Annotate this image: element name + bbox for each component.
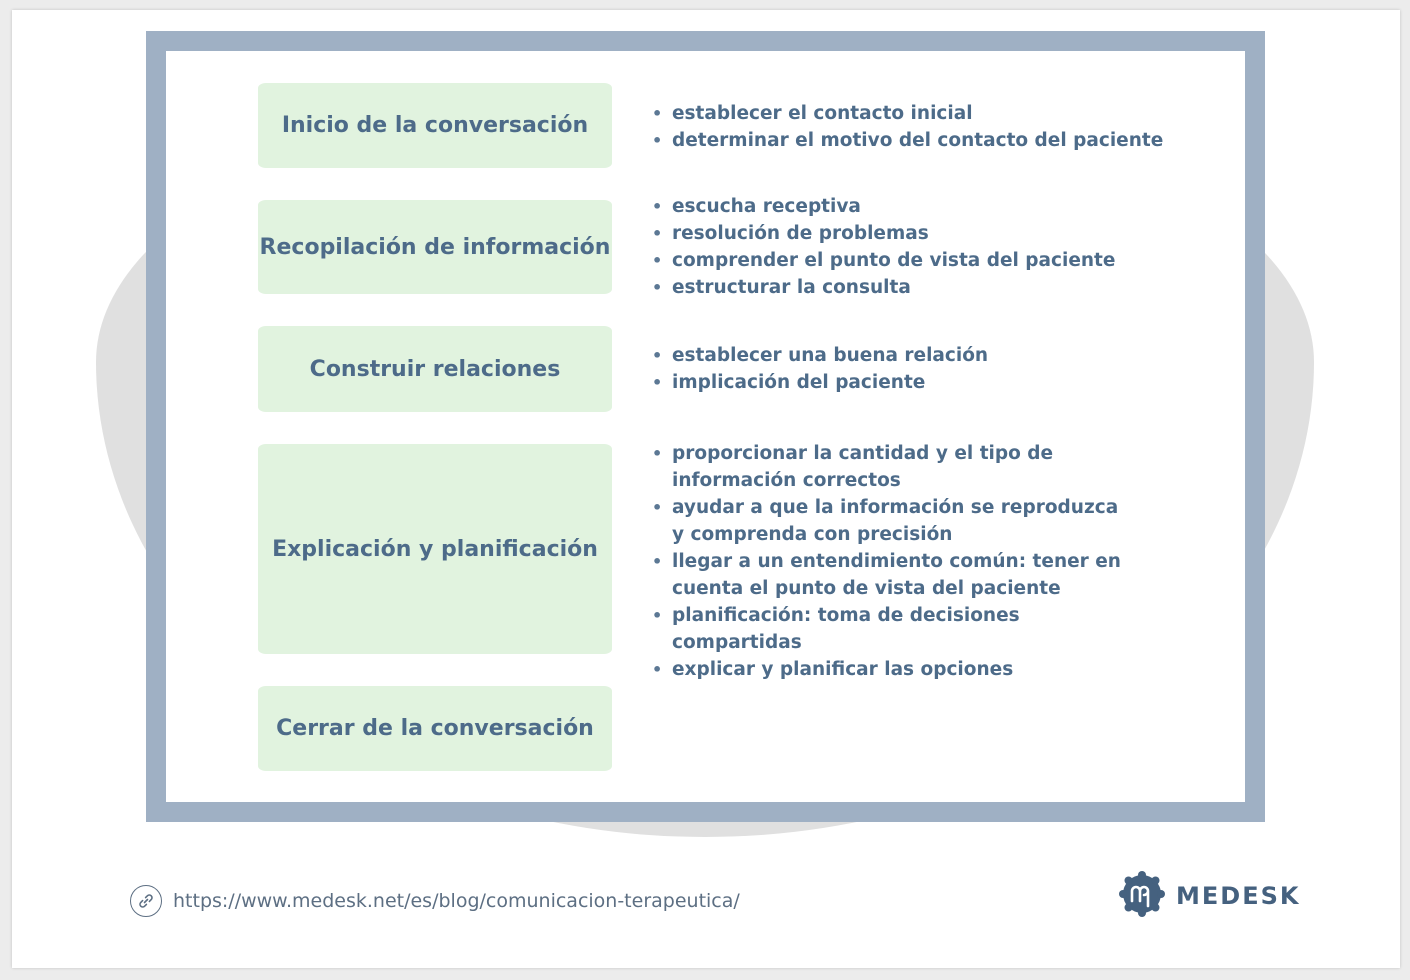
stage-items-recopilacion <box>652 193 1172 301</box>
list-item: • resolución de problemas <box>652 220 1172 247</box>
stage-box-recopilacion <box>258 200 612 294</box>
stage-items-explicacion <box>652 440 1122 683</box>
stage-box-explicacion <box>258 444 612 654</box>
link-icon <box>130 885 162 917</box>
source-url[interactable]: https://www.medesk.net/es/blog/comunicacion-terapeutica/ <box>173 890 740 912</box>
stage-items-inicio <box>652 100 1172 154</box>
stage-box-cierre <box>258 686 612 771</box>
stage-title: Inicio de la conversación <box>281 113 589 138</box>
list-item: • ayudar a que la información se reproduzca y comprenda con precisión <box>652 494 1122 548</box>
stage-box-relaciones <box>258 326 612 412</box>
stage-title: Recopilación de información <box>259 234 611 260</box>
brand-name: MEDESK <box>1176 882 1301 910</box>
list-item: • estructurar la consulta <box>652 274 1172 301</box>
brand-logo <box>1118 872 1300 920</box>
stage-items-relaciones <box>652 342 1172 396</box>
list-item: • implicación del paciente <box>652 369 1172 396</box>
list-item: • planificación: toma de decisiones compartidas <box>652 602 1122 656</box>
list-item: • llegar a un entendimiento común: tener en cuenta el punto de vista del paciente <box>652 548 1122 602</box>
list-item: • determinar el motivo del contacto del paciente <box>652 127 1172 154</box>
stage-box-inicio <box>258 83 612 168</box>
list-item: • establecer una buena relación <box>652 342 1172 369</box>
list-item: • proporcionar la cantidad y el tipo de información correctos <box>652 440 1122 494</box>
stage-title: Cerrar de la conversación <box>276 716 594 741</box>
list-item: • explicar y planificar las opciones <box>652 656 1122 683</box>
source-link[interactable] <box>130 884 740 918</box>
list-item: • comprender el punto de vista del paciente <box>652 247 1172 274</box>
stage-title: Construir relaciones <box>309 356 561 382</box>
list-item: • establecer el contacto inicial <box>652 100 1172 127</box>
stage-title: Explicación y planificación <box>272 536 598 562</box>
list-item: • escucha receptiva <box>652 193 1172 220</box>
medesk-logo-icon <box>1118 870 1166 922</box>
